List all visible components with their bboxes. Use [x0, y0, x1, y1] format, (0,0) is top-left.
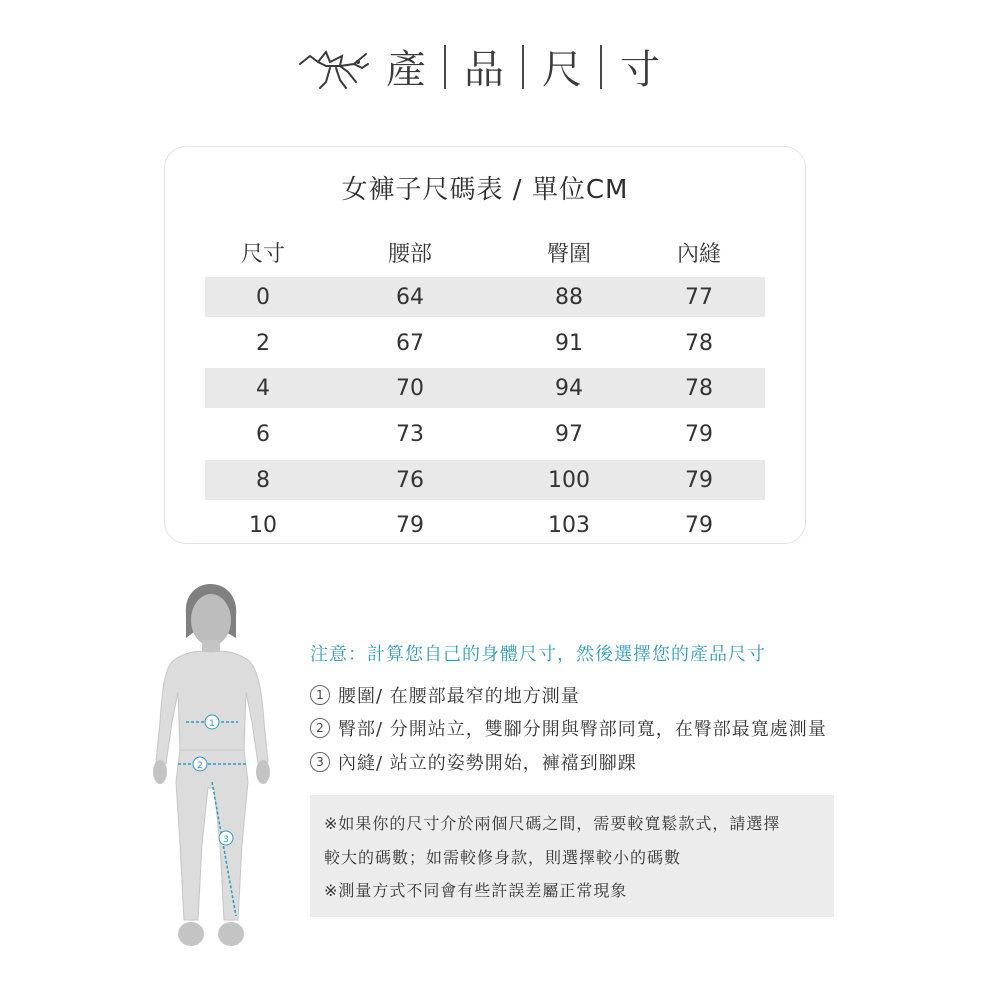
table-cell: 79: [396, 512, 424, 538]
svg-text:1: 1: [209, 719, 215, 729]
table-cell: 70: [396, 375, 424, 401]
table-cell: 78: [685, 330, 713, 356]
table-cell: 10: [249, 512, 277, 538]
table-cell: 64: [396, 284, 424, 310]
table-cell: 77: [685, 284, 713, 310]
size-table-card: [164, 146, 806, 544]
instruction-text: 臀部/ 分開站立，雙腳分開與臀部同寬，在臀部最寬處測量: [338, 719, 827, 740]
table-cell: 78: [685, 375, 713, 401]
title-char: 產: [386, 47, 426, 93]
note-line: 較大的碼數；如需較修身款，則選擇較小的碼數: [324, 848, 682, 867]
title-divider: [522, 45, 524, 89]
instruction-item: [310, 715, 827, 741]
table-cell: 97: [555, 421, 583, 447]
instruction-text: 內縫/ 站立的姿勢開始，褲襠到腳踝: [338, 753, 637, 774]
table-row: [205, 460, 765, 500]
table-row: [205, 323, 765, 363]
column-header-inseam: 內縫: [676, 241, 721, 267]
title-char: 品: [464, 47, 504, 93]
table-cell: 94: [555, 375, 583, 401]
table-row: [205, 414, 765, 454]
size-table-header: [205, 235, 765, 269]
table-cell: 67: [396, 330, 424, 356]
table-cell: 100: [548, 467, 590, 493]
table-cell: 73: [396, 421, 424, 447]
size-table-title: 女褲子尺碼表 / 單位CM: [341, 175, 629, 205]
note-line: ※如果你的尺寸介於兩個尺碼之間，需要較寬鬆款式，請選擇: [324, 814, 781, 833]
table-cell: 79: [685, 421, 713, 447]
title-divider: [600, 45, 602, 89]
table-cell: 2: [256, 330, 270, 356]
instruction-item: [310, 749, 637, 775]
table-cell: 8: [256, 467, 270, 493]
table-cell: 4: [256, 375, 270, 401]
title-char: 寸: [620, 47, 660, 93]
number-marker: 3: [310, 752, 330, 772]
note-line: ※測量方式不同會有些許誤差屬正常現象: [324, 881, 628, 900]
number-marker: 2: [310, 718, 330, 738]
table-cell: 79: [685, 467, 713, 493]
table-cell: 76: [396, 467, 424, 493]
table-cell: 79: [685, 512, 713, 538]
table-row: [205, 505, 765, 545]
title-char: 尺: [542, 47, 582, 93]
table-row: [205, 368, 765, 408]
page-header: [0, 36, 1000, 100]
table-cell: 0: [256, 284, 270, 310]
table-cell: 91: [555, 330, 583, 356]
column-header-hip: 臀圍: [546, 241, 591, 267]
svg-text:3: 3: [223, 835, 229, 845]
svg-text:2: 2: [197, 761, 203, 771]
number-marker: 1: [310, 685, 330, 705]
table-cell: 103: [548, 512, 590, 538]
archaeopteryx-logo-icon: [296, 42, 372, 94]
table-cell: 6: [256, 421, 270, 447]
note-box: [310, 795, 834, 917]
column-header-size: 尺寸: [240, 241, 285, 267]
instruction-item: [310, 682, 580, 708]
instruction-text: 腰圍/ 在腰部最窄的地方測量: [338, 686, 580, 707]
body-measurement-figure-icon: [134, 582, 284, 952]
page-title: [386, 38, 660, 95]
column-header-waist: 腰部: [387, 241, 432, 267]
table-row: [205, 277, 765, 317]
instructions-title: 注意：計算您自己的身體尺寸，然後選擇您的產品尺寸: [310, 644, 766, 665]
title-divider: [444, 45, 446, 89]
table-cell: 88: [555, 284, 583, 310]
